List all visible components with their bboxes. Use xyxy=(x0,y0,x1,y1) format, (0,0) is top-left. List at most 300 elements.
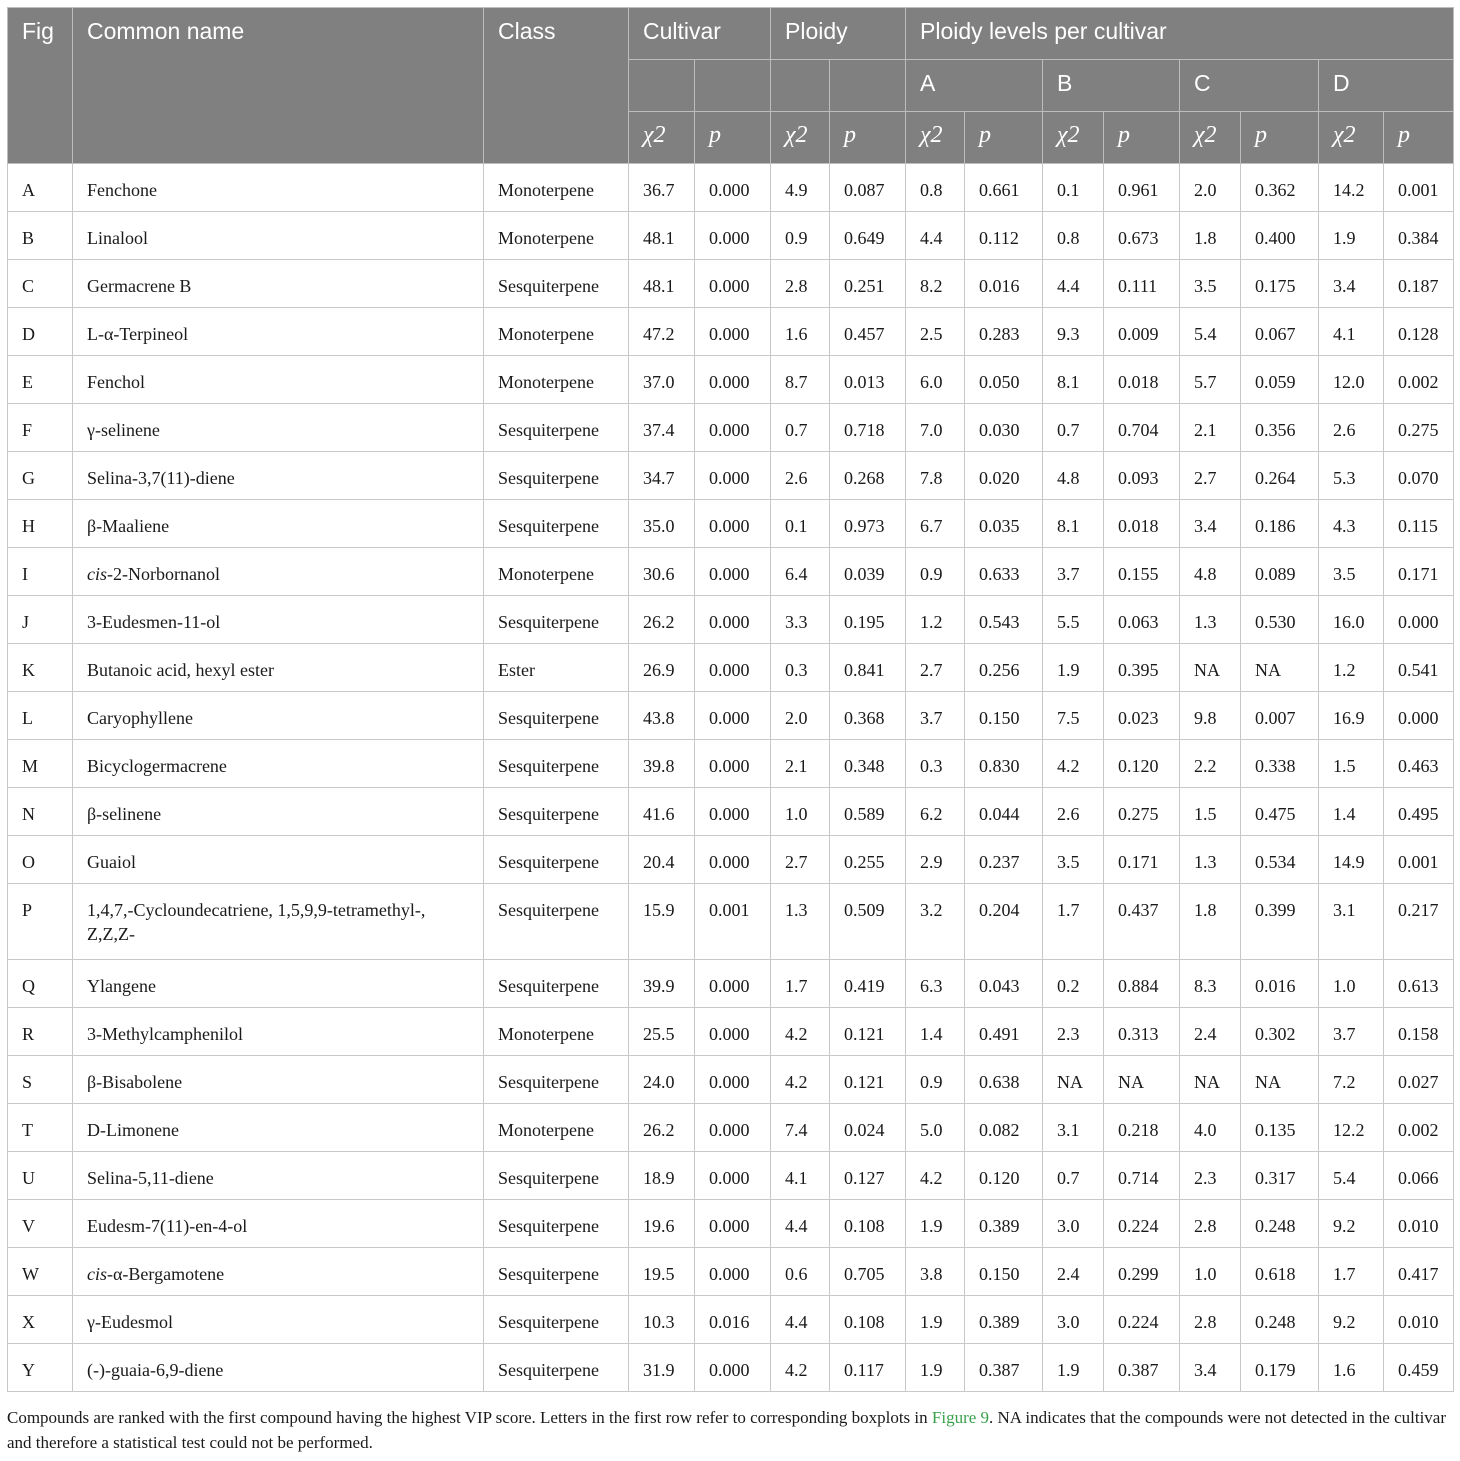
header-chi2: χ2 xyxy=(1180,112,1241,164)
cell-chi2: 4.2 xyxy=(1043,740,1104,788)
cell-p: 0.000 xyxy=(695,644,771,692)
cell-p: 0.093 xyxy=(1104,452,1180,500)
cell-class: Monoterpene xyxy=(484,356,629,404)
cell-chi2: 4.2 xyxy=(771,1008,830,1056)
cell-common-name xyxy=(73,500,484,548)
cell-chi2: 2.3 xyxy=(1043,1008,1104,1056)
cell-chi2: 7.5 xyxy=(1043,692,1104,740)
cell-common-name xyxy=(73,692,484,740)
name-text: D-Limonene xyxy=(87,1120,179,1140)
name-text: 1,4,7,-Cycloundecatriene, 1,5,9,9-tetramethyl-, Z,Z,Z- xyxy=(87,900,426,944)
header-p: p xyxy=(1241,112,1319,164)
cell-p: 0.638 xyxy=(965,1056,1043,1104)
cell-chi2: 3.4 xyxy=(1180,500,1241,548)
cell-chi2: 12.2 xyxy=(1319,1104,1384,1152)
cell-chi2: 1.2 xyxy=(1319,644,1384,692)
cell-p: 0.248 xyxy=(1241,1200,1319,1248)
name-text: β-Maaliene xyxy=(87,516,170,536)
cell-p: 0.275 xyxy=(1384,404,1454,452)
cell-chi2: 4.4 xyxy=(771,1200,830,1248)
cell-p: 0.000 xyxy=(695,356,771,404)
name-text: Fenchone xyxy=(87,180,157,200)
cell-chi2: 41.6 xyxy=(629,788,695,836)
cell-chi2: 4.4 xyxy=(1043,260,1104,308)
header-chi2: χ2 xyxy=(1319,112,1384,164)
cell-class: Sesquiterpene xyxy=(484,960,629,1008)
cell-fig: Q xyxy=(8,960,73,1008)
table-row xyxy=(8,1296,1454,1344)
cell-chi2: 4.4 xyxy=(906,212,965,260)
cell-chi2: NA xyxy=(1180,1056,1241,1104)
cell-common-name xyxy=(73,1296,484,1344)
name-text: 3-Methylcamphenilol xyxy=(87,1024,243,1044)
cell-p: NA xyxy=(1241,644,1319,692)
cell-chi2: 2.8 xyxy=(771,260,830,308)
cell-p: 0.264 xyxy=(1241,452,1319,500)
cell-chi2: 7.8 xyxy=(906,452,965,500)
cell-chi2: 0.6 xyxy=(771,1248,830,1296)
cell-class: Monoterpene xyxy=(484,1008,629,1056)
cell-p: 0.419 xyxy=(830,960,906,1008)
table-row xyxy=(8,596,1454,644)
name-text: L-α-Terpineol xyxy=(87,324,189,344)
header-common-name: Common name xyxy=(73,8,484,164)
cell-fig: P xyxy=(8,884,73,960)
cell-fig: O xyxy=(8,836,73,884)
name-text: Eudesm-7(11)-en-4-ol xyxy=(87,1216,248,1236)
cell-p: 0.400 xyxy=(1241,212,1319,260)
cell-p: 0.884 xyxy=(1104,960,1180,1008)
table-row xyxy=(8,884,1454,960)
cell-chi2: 2.4 xyxy=(1180,1008,1241,1056)
cell-chi2: 43.8 xyxy=(629,692,695,740)
cell-p: 0.000 xyxy=(695,1248,771,1296)
cell-chi2: 3.4 xyxy=(1180,1344,1241,1392)
name-text: Selina-3,7(11)-diene xyxy=(87,468,235,488)
cell-chi2: 2.7 xyxy=(1180,452,1241,500)
cell-p: 0.000 xyxy=(695,1344,771,1392)
cell-p: 0.063 xyxy=(1104,596,1180,644)
cell-p: 0.179 xyxy=(1241,1344,1319,1392)
cell-chi2: 3.1 xyxy=(1043,1104,1104,1152)
cell-p: 0.001 xyxy=(1384,836,1454,884)
cell-p: 0.387 xyxy=(1104,1344,1180,1392)
cell-p: 0.463 xyxy=(1384,740,1454,788)
cell-p: 0.000 xyxy=(695,692,771,740)
cell-p: 0.495 xyxy=(1384,788,1454,836)
cell-class: Monoterpene xyxy=(484,1104,629,1152)
cell-chi2: 2.5 xyxy=(906,308,965,356)
cell-chi2: 0.8 xyxy=(1043,212,1104,260)
header-p: p xyxy=(1104,112,1180,164)
cell-fig: F xyxy=(8,404,73,452)
cell-chi2: 1.9 xyxy=(1043,644,1104,692)
cell-p: 0.384 xyxy=(1384,212,1454,260)
cell-common-name xyxy=(73,1248,484,1296)
cell-class: Sesquiterpene xyxy=(484,692,629,740)
name-prefix: cis xyxy=(87,564,107,584)
cell-p: 0.543 xyxy=(965,596,1043,644)
cell-p: 0.027 xyxy=(1384,1056,1454,1104)
cell-p: 0.120 xyxy=(965,1152,1043,1200)
cell-p: 0.317 xyxy=(1241,1152,1319,1200)
cell-p: 0.661 xyxy=(965,164,1043,212)
cell-chi2: 2.1 xyxy=(771,740,830,788)
header-class: Class xyxy=(484,8,629,164)
cell-common-name xyxy=(73,644,484,692)
name-text: (-)-guaia-6,9-diene xyxy=(87,1360,224,1380)
cell-chi2: 1.0 xyxy=(1319,960,1384,1008)
cell-chi2: 14.9 xyxy=(1319,836,1384,884)
cell-fig: T xyxy=(8,1104,73,1152)
header-chi2: χ2 xyxy=(906,112,965,164)
table-row xyxy=(8,1200,1454,1248)
cell-chi2: 18.9 xyxy=(629,1152,695,1200)
cell-p: 0.018 xyxy=(1104,500,1180,548)
cell-p: 0.000 xyxy=(695,212,771,260)
cell-p: 0.387 xyxy=(965,1344,1043,1392)
cell-chi2: 24.0 xyxy=(629,1056,695,1104)
cell-p: 0.248 xyxy=(1241,1296,1319,1344)
cell-class: Sesquiterpene xyxy=(484,452,629,500)
cell-fig: R xyxy=(8,1008,73,1056)
cell-fig: K xyxy=(8,644,73,692)
table-row xyxy=(8,1152,1454,1200)
cell-p: 0.395 xyxy=(1104,644,1180,692)
cell-chi2: 3.8 xyxy=(906,1248,965,1296)
name-text: Linalool xyxy=(87,228,148,248)
cell-p: 0.175 xyxy=(1241,260,1319,308)
cell-p: 0.541 xyxy=(1384,644,1454,692)
cell-p: 0.043 xyxy=(965,960,1043,1008)
cell-chi2: 5.4 xyxy=(1319,1152,1384,1200)
cell-chi2: 8.2 xyxy=(906,260,965,308)
header-ploidy: Ploidy xyxy=(771,8,906,60)
cell-chi2: 19.5 xyxy=(629,1248,695,1296)
cell-chi2: 7.4 xyxy=(771,1104,830,1152)
cell-p: 0.121 xyxy=(830,1008,906,1056)
cell-chi2: 4.1 xyxy=(1319,308,1384,356)
cell-p: 0.121 xyxy=(830,1056,906,1104)
cell-chi2: 48.1 xyxy=(629,212,695,260)
cell-fig: J xyxy=(8,596,73,644)
cell-chi2: 1.3 xyxy=(771,884,830,960)
cell-chi2: 1.0 xyxy=(1180,1248,1241,1296)
name-text: γ-selinene xyxy=(87,420,160,440)
cell-p: 0.035 xyxy=(965,500,1043,548)
name-text: -α-Bergamotene xyxy=(107,1264,225,1284)
cell-chi2: 1.6 xyxy=(771,308,830,356)
table-row xyxy=(8,164,1454,212)
cell-common-name xyxy=(73,1344,484,1392)
cell-p: 0.024 xyxy=(830,1104,906,1152)
cell-chi2: 4.8 xyxy=(1180,548,1241,596)
cell-chi2: 0.9 xyxy=(771,212,830,260)
cell-chi2: 37.0 xyxy=(629,356,695,404)
cell-chi2: 0.1 xyxy=(771,500,830,548)
cell-p: 0.002 xyxy=(1384,356,1454,404)
cell-p: 0.016 xyxy=(965,260,1043,308)
table-row xyxy=(8,548,1454,596)
cell-chi2: 30.6 xyxy=(629,548,695,596)
cell-p: 0.135 xyxy=(1241,1104,1319,1152)
cell-chi2: 2.7 xyxy=(906,644,965,692)
cell-chi2: 2.1 xyxy=(1180,404,1241,452)
cell-chi2: 2.7 xyxy=(771,836,830,884)
cell-chi2: 3.7 xyxy=(906,692,965,740)
cell-chi2: 5.5 xyxy=(1043,596,1104,644)
cell-class: Sesquiterpene xyxy=(484,1200,629,1248)
cell-chi2: 4.1 xyxy=(771,1152,830,1200)
header-group-c: C xyxy=(1180,60,1319,112)
cell-p: 0.000 xyxy=(695,164,771,212)
cell-chi2: 8.7 xyxy=(771,356,830,404)
cell-p: 0.171 xyxy=(1104,836,1180,884)
cell-common-name xyxy=(73,308,484,356)
cell-chi2: 1.2 xyxy=(906,596,965,644)
cell-class: Sesquiterpene xyxy=(484,260,629,308)
cell-common-name xyxy=(73,1200,484,1248)
name-text: β-Bisabolene xyxy=(87,1072,183,1092)
cell-p: 0.010 xyxy=(1384,1296,1454,1344)
cell-class: Sesquiterpene xyxy=(484,740,629,788)
cell-chi2: 3.7 xyxy=(1043,548,1104,596)
cell-p: 0.002 xyxy=(1384,1104,1454,1152)
cell-chi2: 3.5 xyxy=(1043,836,1104,884)
cell-p: 0.841 xyxy=(830,644,906,692)
cell-chi2: 3.7 xyxy=(1319,1008,1384,1056)
header-empty xyxy=(771,60,830,112)
cell-p: 0.283 xyxy=(965,308,1043,356)
cell-p: 0.158 xyxy=(1384,1008,1454,1056)
figure-link[interactable]: Figure 9 xyxy=(931,1408,990,1427)
cell-p: 0.705 xyxy=(830,1248,906,1296)
cell-p: 0.268 xyxy=(830,452,906,500)
cell-common-name xyxy=(73,960,484,1008)
cell-chi2: 35.0 xyxy=(629,500,695,548)
cell-p: 0.000 xyxy=(695,548,771,596)
cell-p: 0.000 xyxy=(695,1200,771,1248)
cell-chi2: 2.3 xyxy=(1180,1152,1241,1200)
cell-fig: S xyxy=(8,1056,73,1104)
cell-chi2: 14.2 xyxy=(1319,164,1384,212)
cell-chi2: 4.2 xyxy=(771,1056,830,1104)
cell-p: 0.338 xyxy=(1241,740,1319,788)
cell-p: 0.120 xyxy=(1104,740,1180,788)
cell-p: 0.186 xyxy=(1241,500,1319,548)
cell-chi2: 37.4 xyxy=(629,404,695,452)
cell-class: Sesquiterpene xyxy=(484,1056,629,1104)
cell-chi2: 16.9 xyxy=(1319,692,1384,740)
cell-class: Ester xyxy=(484,644,629,692)
cell-fig: B xyxy=(8,212,73,260)
cell-chi2: 5.7 xyxy=(1180,356,1241,404)
cell-p: 0.000 xyxy=(695,596,771,644)
cell-chi2: 26.2 xyxy=(629,1104,695,1152)
cell-chi2: 6.3 xyxy=(906,960,965,1008)
cell-chi2: 0.9 xyxy=(906,1056,965,1104)
cell-chi2: 2.0 xyxy=(1180,164,1241,212)
name-text: Germacrene B xyxy=(87,276,192,296)
name-prefix: cis xyxy=(87,1264,107,1284)
cell-p: 0.150 xyxy=(965,692,1043,740)
cell-chi2: 1.5 xyxy=(1319,740,1384,788)
cell-chi2: 0.1 xyxy=(1043,164,1104,212)
cell-chi2: 47.2 xyxy=(629,308,695,356)
cell-common-name xyxy=(73,1152,484,1200)
cell-p: 0.256 xyxy=(965,644,1043,692)
cell-chi2: 8.1 xyxy=(1043,356,1104,404)
compound-table xyxy=(7,7,1454,1392)
cell-p: 0.368 xyxy=(830,692,906,740)
header-p: p xyxy=(1384,112,1454,164)
cell-chi2: 2.0 xyxy=(771,692,830,740)
cell-p: 0.973 xyxy=(830,500,906,548)
cell-fig: X xyxy=(8,1296,73,1344)
cell-p: 0.195 xyxy=(830,596,906,644)
cell-p: 0.000 xyxy=(695,1056,771,1104)
table-row xyxy=(8,1008,1454,1056)
table-row xyxy=(8,836,1454,884)
cell-chi2: 0.9 xyxy=(906,548,965,596)
table-body xyxy=(8,164,1454,1392)
cell-chi2: 3.2 xyxy=(906,884,965,960)
table-row xyxy=(8,404,1454,452)
cell-chi2: 6.2 xyxy=(906,788,965,836)
cell-chi2: 1.9 xyxy=(906,1200,965,1248)
cell-fig: H xyxy=(8,500,73,548)
table-row xyxy=(8,1056,1454,1104)
cell-chi2: 9.3 xyxy=(1043,308,1104,356)
header-ploidy-levels: Ploidy levels per cultivar xyxy=(906,8,1454,60)
table-row xyxy=(8,1248,1454,1296)
cell-p: 0.044 xyxy=(965,788,1043,836)
cell-class: Sesquiterpene xyxy=(484,836,629,884)
cell-p: 0.087 xyxy=(830,164,906,212)
cell-fig: N xyxy=(8,788,73,836)
cell-common-name xyxy=(73,452,484,500)
cell-chi2: 26.9 xyxy=(629,644,695,692)
cell-p: 0.204 xyxy=(965,884,1043,960)
cell-p: 0.830 xyxy=(965,740,1043,788)
cell-p: 0.313 xyxy=(1104,1008,1180,1056)
header-chi2: χ2 xyxy=(1043,112,1104,164)
header-empty xyxy=(695,60,771,112)
cell-chi2: 15.9 xyxy=(629,884,695,960)
cell-p: 0.089 xyxy=(1241,548,1319,596)
name-text: Selina-5,11-diene xyxy=(87,1168,214,1188)
cell-class: Sesquiterpene xyxy=(484,1248,629,1296)
cell-p: 0.067 xyxy=(1241,308,1319,356)
cell-p: 0.030 xyxy=(965,404,1043,452)
cell-p: 0.718 xyxy=(830,404,906,452)
cell-common-name xyxy=(73,1056,484,1104)
cell-p: 0.001 xyxy=(1384,164,1454,212)
cell-chi2: 2.8 xyxy=(1180,1296,1241,1344)
cell-chi2: 4.2 xyxy=(771,1344,830,1392)
table-row xyxy=(8,452,1454,500)
cell-p: 0.417 xyxy=(1384,1248,1454,1296)
cell-chi2: 2.6 xyxy=(771,452,830,500)
cell-chi2: 6.0 xyxy=(906,356,965,404)
header-group-d: D xyxy=(1319,60,1454,112)
cell-p: 0.013 xyxy=(830,356,906,404)
cell-chi2: 1.3 xyxy=(1180,596,1241,644)
name-text: Ylangene xyxy=(87,976,156,996)
cell-chi2: 1.9 xyxy=(906,1296,965,1344)
cell-p: 0.150 xyxy=(965,1248,1043,1296)
cell-p: 0.457 xyxy=(830,308,906,356)
table-row xyxy=(8,644,1454,692)
cell-fig: U xyxy=(8,1152,73,1200)
header-fig: Fig xyxy=(8,8,73,164)
cell-chi2: 1.9 xyxy=(906,1344,965,1392)
cell-chi2: 3.0 xyxy=(1043,1200,1104,1248)
cell-chi2: 5.4 xyxy=(1180,308,1241,356)
name-text: Bicyclogermacrene xyxy=(87,756,227,776)
cell-p: 0.589 xyxy=(830,788,906,836)
cell-p: 0.000 xyxy=(695,500,771,548)
cell-p: 0.534 xyxy=(1241,836,1319,884)
cell-chi2: 0.3 xyxy=(771,644,830,692)
cell-p: 0.117 xyxy=(830,1344,906,1392)
cell-p: 0.009 xyxy=(1104,308,1180,356)
cell-chi2: 6.4 xyxy=(771,548,830,596)
header-empty xyxy=(830,60,906,112)
cell-p: 0.348 xyxy=(830,740,906,788)
cell-p: 0.000 xyxy=(695,1008,771,1056)
cell-common-name xyxy=(73,1008,484,1056)
cell-p: 0.007 xyxy=(1241,692,1319,740)
cell-p: 0.237 xyxy=(965,836,1043,884)
cell-p: 0.000 xyxy=(695,836,771,884)
name-text: β-selinene xyxy=(87,804,162,824)
cell-chi2: 9.2 xyxy=(1319,1200,1384,1248)
cell-fig: V xyxy=(8,1200,73,1248)
header-p: p xyxy=(695,112,771,164)
cell-class: Monoterpene xyxy=(484,164,629,212)
cell-common-name xyxy=(73,1104,484,1152)
cell-p: 0.399 xyxy=(1241,884,1319,960)
cell-p: 0.275 xyxy=(1104,788,1180,836)
cell-chi2: NA xyxy=(1043,1056,1104,1104)
cell-p: 0.171 xyxy=(1384,548,1454,596)
cell-fig: C xyxy=(8,260,73,308)
cell-p: 0.673 xyxy=(1104,212,1180,260)
cell-chi2: 7.0 xyxy=(906,404,965,452)
cell-p: 0.362 xyxy=(1241,164,1319,212)
cell-chi2: 0.3 xyxy=(906,740,965,788)
name-text: Guaiol xyxy=(87,852,136,872)
cell-chi2: 9.8 xyxy=(1180,692,1241,740)
cell-p: 0.187 xyxy=(1384,260,1454,308)
cell-p: 0.459 xyxy=(1384,1344,1454,1392)
cell-chi2: 5.3 xyxy=(1319,452,1384,500)
cell-chi2: 5.0 xyxy=(906,1104,965,1152)
cell-p: 0.001 xyxy=(695,884,771,960)
cell-class: Sesquiterpene xyxy=(484,1296,629,1344)
cell-p: NA xyxy=(1104,1056,1180,1104)
cell-p: 0.509 xyxy=(830,884,906,960)
table-row xyxy=(8,1344,1454,1392)
table-row xyxy=(8,788,1454,836)
cell-p: 0.437 xyxy=(1104,884,1180,960)
cell-common-name xyxy=(73,260,484,308)
name-text: 3-Eudesmen-11-ol xyxy=(87,612,221,632)
cell-p: 0.000 xyxy=(695,308,771,356)
cell-chi2: 1.4 xyxy=(906,1008,965,1056)
cell-p: 0.112 xyxy=(965,212,1043,260)
